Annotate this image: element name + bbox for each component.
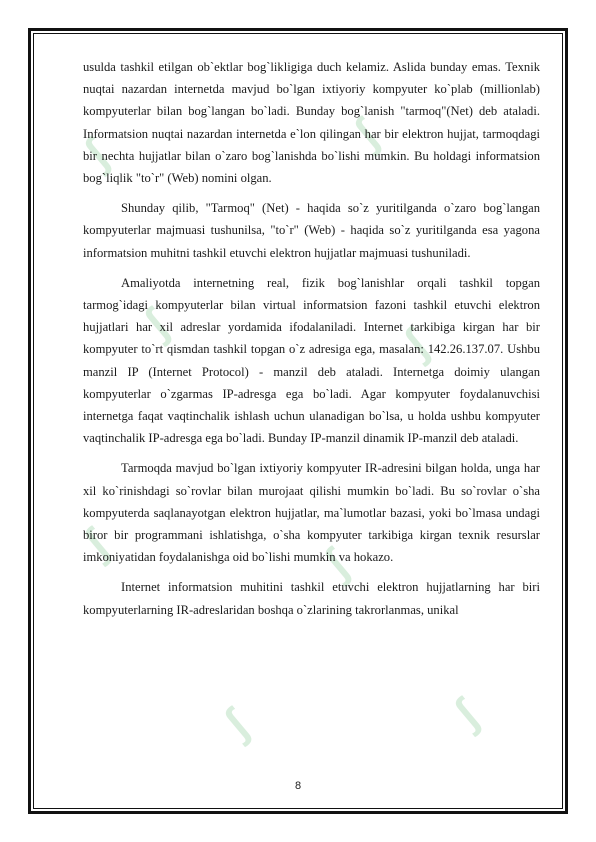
svg-text:ʃ: ʃ	[214, 700, 258, 748]
paragraph-unique-address: Internet informatsion muhitini tashkil etuvchi elektron hujjatlarning har biri kompyuterlarning IR-adreslaridan boshqa o`zlarining takrorlanmas, unikal	[83, 580, 540, 617]
paragraph-net-web-definition: Shunday qilib, "Tarmoq" (Net) - haqida so`z yuritilganda o`zaro bog`langan kompyuterlar majmuasi tushunilsa, "to`r" (Web) - haqida so`z yuritilganda esa yagona informatsion muhitni tashkil etuvchi elektron hujjatlar majmuasi tushuniladi.	[83, 201, 540, 260]
svg-text:ʃ: ʃ	[134, 300, 178, 348]
svg-text:ʃ: ʃ	[74, 130, 118, 178]
svg-text:ʃ: ʃ	[74, 520, 118, 568]
paragraph-continued: usulda tashkil etilgan ob`ektlar bog`likligiga duch kelamiz. Aslida bunday emas. Texnik nuqtai nazardan internetda mavjud bo`lgan ixtiyoriy kompyuter ko`plab (millionlab) kompyuterlar bilan bog`langan bo`ladi. Bunday bog`lanish "tarmoq"(Net) deb ataladi. Informatsion nuqtai nazardan internetda e`lon qilingan har bir elektron hujjat, tarmoqdagi bir nechta hujjatlar bilan o`zaro bog`lanishda bo`lishi mumkin. Bu holdagi informatsion bog`liqlik "to`r" (Web) nomini olgan.	[83, 60, 540, 186]
svg-text:ʃ: ʃ	[394, 320, 438, 368]
page-number: 8	[294, 780, 302, 792]
document-body	[83, 56, 540, 629]
svg-text:ʃ: ʃ	[344, 110, 388, 158]
paragraph-ip-requests: Tarmoqda mavjud bo`lgan ixtiyoriy kompyuter IR-adresini bilgan holda, unga har xil ko`rinishdagi so`rovlar bilan murojaat qilishi mumkin bo`ladi. Bu so`rovlar o`sha kompyuterda saqlanayotgan elektron hujjatlar, ma`lumotlar bazasi, yoki bo`lmasa undagi biror bir programmani ishlatishga, o`sha kompyuter tarkibiga kirgan texnik resurslar imkoniyatidan foydalanishga oid bo`lishi mumkin va hokazo.	[83, 461, 540, 565]
svg-text:ʃ: ʃ	[314, 540, 358, 588]
svg-text:ʃ: ʃ	[444, 690, 488, 738]
paragraph-ip-address: Amaliyotda internetning real, fizik bog`lanishlar orqali tashkil topgan tarmog`idagi kompyuterlar bilan virtual informatsion fazoni tashkil etuvchi elektron hujjatlari har xil adreslar yordamida ifodalaniladi. Internet tarkibiga kirgan har bir kompyuter to`rt qismdan tashkil topgan o`z adresiga ega, masalan: 142.26.137.07. Ushbu manzil IP (Internet Protocol) - manzil deb ataladi. Internetga doimiy ulangan kompyuterlar o`zgarmas IP-adresga ega bo`ladi. Agar kompyuter foydalanuvchisi internetga faqat vaqtinchalik ishlash uchun ulanadigan bo`lsa, u holda ushbu kompyuter vaqtinchalik IP-adresga ega bo`ladi. Bunday IP-manzil dinamik IP-manzil deb ataladi.	[83, 275, 540, 446]
